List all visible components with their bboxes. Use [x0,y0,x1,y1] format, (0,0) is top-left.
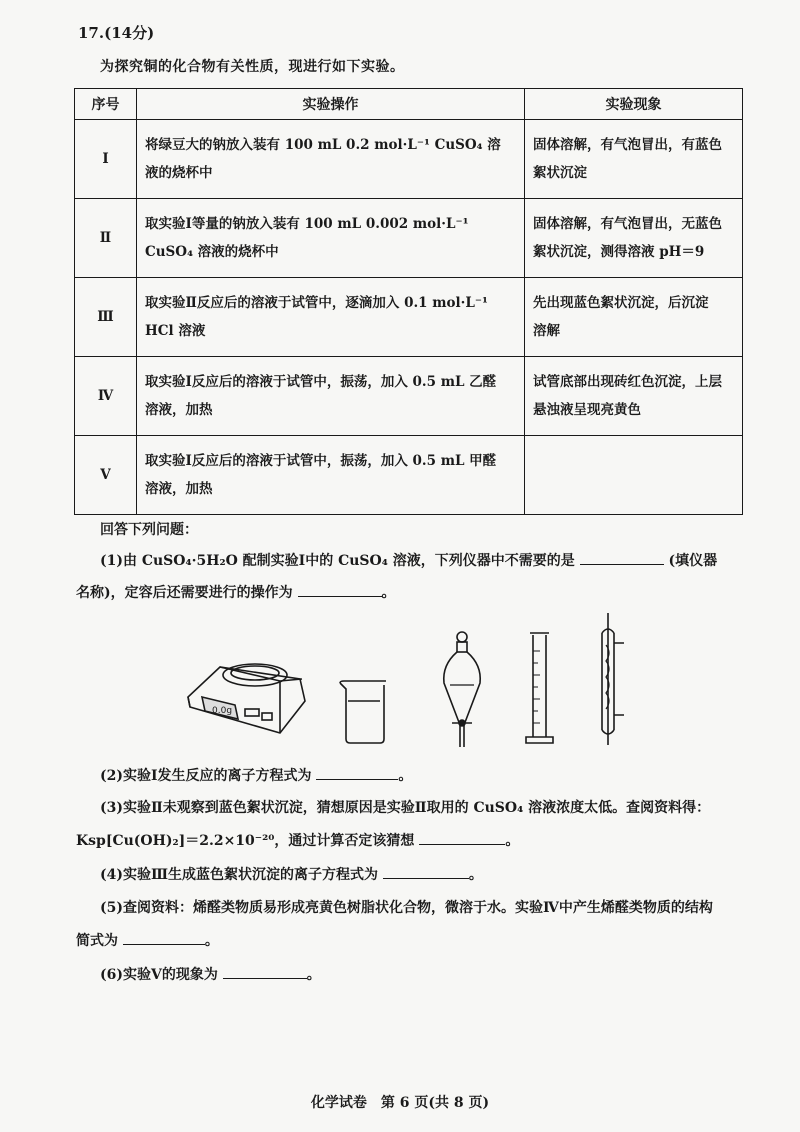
question-3-line-1: (3)实验Ⅱ未观察到蓝色絮状沉淀，猜想原因是实验Ⅱ取用的 CuSO₄ 溶液浓度太低。查阅资料得： [100,800,711,816]
condenser-icon [602,613,624,745]
answer-blank[interactable] [298,582,382,597]
phenomenon-cell: 固体溶解，有气泡冒出，有蓝色 絮状沉淀 [525,120,743,199]
question-3-line-2: Ksp[Cu(OH)₂]＝2.2×10⁻²⁰，通过计算否定该猜想 。 [76,830,519,851]
operation-cell: 取实验Ⅰ反应后的溶液于试管中，振荡，加入 0.5 mL 甲醛 溶液，加热 [137,436,525,515]
table-row [75,357,743,436]
question-6: (6)实验Ⅴ的现象为 。 [100,964,321,985]
question-1-line-2: 名称)，定容后还需要进行的操作为 。 [76,582,396,603]
operation-cell: 将绿豆大的钠放入装有 100 mL 0.2 mol·L⁻¹ CuSO₄ 溶 液的烧杯中 [137,120,525,199]
graduated-cylinder-icon [526,633,553,743]
question-4: (4)实验Ⅲ生成蓝色絮状沉淀的离子方程式为 。 [100,864,483,885]
separatory-funnel-icon [444,632,480,747]
answer-intro: 回答下列问题： [100,522,198,538]
beaker-icon [340,681,386,743]
answer-blank[interactable] [419,830,505,845]
table-row [75,278,743,357]
operation-cell: 取实验Ⅰ等量的钠放入装有 100 mL 0.002 mol·L⁻¹ CuSO₄ 溶液的烧杯中 [137,199,525,278]
table-header-row [75,89,743,120]
question-intro: 为探究铜的化合物有关性质，现进行如下实验。 [100,59,405,75]
answer-blank[interactable] [123,930,205,945]
answer-blank[interactable] [580,550,664,565]
question-5-line-2: 简式为 。 [76,930,219,951]
table-row [75,120,743,199]
row-number: Ⅴ [75,436,137,515]
operation-cell: 取实验Ⅰ反应后的溶液于试管中，振荡，加入 0.5 mL 乙醛 溶液，加热 [137,357,525,436]
answer-blank[interactable] [223,964,307,979]
row-number: Ⅰ [75,120,137,199]
row-number: Ⅱ [75,199,137,278]
question-1-line-1: (1)由 CuSO₄·5H₂O 配制实验Ⅰ中的 CuSO₄ 溶液，下列仪器中不需要的是 (填仪器 [100,550,717,571]
phenomenon-cell: 试管底部出现砖红色沉淀，上层 悬浊液呈现亮黄色 [525,357,743,436]
answer-blank[interactable] [316,765,398,780]
table-row [75,436,743,515]
page-footer: 化学试卷 第 6 页(共 8 页) [310,1095,490,1111]
answer-blank[interactable] [383,864,469,879]
electronic-balance-icon [188,664,305,733]
header-number: 序号 [75,89,137,120]
table-row [75,199,743,278]
experiment-table [74,88,743,515]
row-number: Ⅲ [75,278,137,357]
balance-display: 0.0g [212,706,233,716]
lab-apparatus-figure [180,605,630,750]
header-operation: 实验操作 [137,89,525,120]
phenomenon-cell: 固体溶解，有气泡冒出，无蓝色 絮状沉淀，测得溶液 pH＝9 [525,199,743,278]
question-number: 17.(14分) [78,24,155,42]
question-5-line-1: (5)查阅资料：烯醛类物质易形成亮黄色树脂状化合物，微溶于水。实验Ⅳ中产生烯醛类物质的结构 [100,900,713,916]
row-number: Ⅳ [75,357,137,436]
header-phenomenon: 实验现象 [525,89,743,120]
phenomenon-cell [525,436,743,515]
operation-cell: 取实验Ⅱ反应后的溶液于试管中，逐滴加入 0.1 mol·L⁻¹ HCl 溶液 [137,278,525,357]
question-2: (2)实验Ⅰ发生反应的离子方程式为 。 [100,765,412,786]
phenomenon-cell: 先出现蓝色絮状沉淀，后沉淀 溶解 [525,278,743,357]
